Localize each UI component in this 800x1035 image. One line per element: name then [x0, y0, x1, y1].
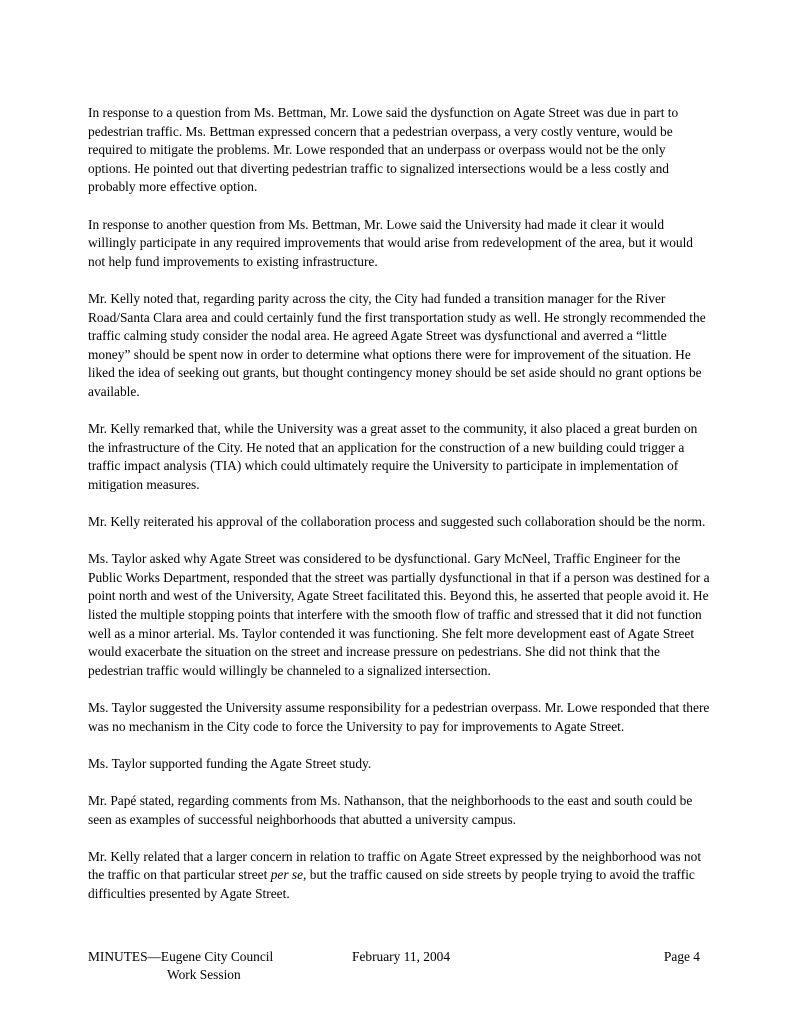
paragraph-4: Mr. Kelly remarked that, while the University was a great asset to the community, it also placed a great burden on the infrastructure of the City. He noted that an application for the construction of a new building could trigger a traffic impact analysis (TIA) which could ultimately require the University to participate in implementation of mitigation measures. — [88, 421, 698, 492]
minutes-body — [88, 104, 710, 922]
paragraph-2: In response to another question from Ms. Bettman, Mr. Lowe said the University had made it clear it would willingly participate in any required improvements that would arise from redevelopment of the area, but it would not help fund improvements to existing infrastructure. — [88, 216, 694, 269]
paragraph-8: Ms. Taylor supported funding the Agate Street study. — [88, 755, 372, 771]
paragraph-10-text-before: Mr. Kelly related that a larger concern in relation to traffic on Agate Street expressed by the neighborhood was not the traffic on that particular street — [88, 848, 702, 883]
paragraph-3: Mr. Kelly noted that, regarding parity across the city, the City had funded a transition manager for the River Road/Santa Clara area and could certainly fund the first transportation study as well. He strongly recommended the traffic calming study consider the nodal area. He agreed Agate Street was dysfunctional and averred a “little money” should be spent now in order to determine what options there were for improvement of the situation. He liked the idea of seeking out grants, but thought contingency money should be set aside should no grant options be available. — [88, 290, 706, 399]
paragraph-10 — [88, 848, 710, 904]
footer-page-number: Page 4 — [663, 949, 700, 964]
paragraph-9: Mr. Papé stated, regarding comments from Ms. Nathanson, that the neighborhoods to the east and south could be seen as examples of successful neighborhoods that abutted a university campus. — [88, 792, 693, 827]
paragraph-1: In response to a question from Ms. Bettman, Mr. Lowe said the dysfunction on Agate Street was due in part to pedestrian traffic. Ms. Bettman expressed concern that a pedestrian overpass, a very costly venture, would be required to mitigate the problems. Mr. Lowe responded that an underpass or overpass would not be the only options. He pointed out that diverting pedestrian traffic to signalized intersections would be a less costly and probably more effective option. — [88, 105, 679, 195]
paragraph-10-text-after: , but the traffic caused on side streets by people trying to avoid the traffic difficulties presented by Agate Street. — [88, 867, 695, 901]
footer-document-title: MINUTES—Eugene City Council — [88, 949, 274, 964]
paragraph-5: Mr. Kelly reiterated his approval of the collaboration process and suggested such collaboration should be the norm. — [88, 514, 706, 530]
paragraph-6: Ms. Taylor asked why Agate Street was considered to be dysfunctional. Gary McNeel, Traffic Engineer for the Public Works Department, responded that the street was partially dysfunctional in that if a person was destined for a point north and west of the University, Agate Street facilitated this. Beyond this, he asserted that people avoid it. He listed the multiple stopping points that interfere with the smooth flow of traffic and stressed that it did not function well as a minor arterial. Ms. Taylor contended it was functioning. She felt more development east of Agate Street would exacerbate the situation on the street and increase pressure on pedestrians. She did not think that the pedestrian traffic would willingly be channeled to a signalized intersection. — [88, 551, 710, 678]
footer-session-type: Work Session — [167, 967, 241, 982]
paragraph-7: Ms. Taylor suggested the University assume responsibility for a pedestrian overpass. Mr. Lowe responded that there was no mechanism in the City code to force the University to pay for improvements to Agate Street. — [88, 700, 710, 734]
footer-meeting-date: February 11, 2004 — [352, 949, 451, 964]
paragraph-10-italic-text: per se — [270, 867, 304, 883]
